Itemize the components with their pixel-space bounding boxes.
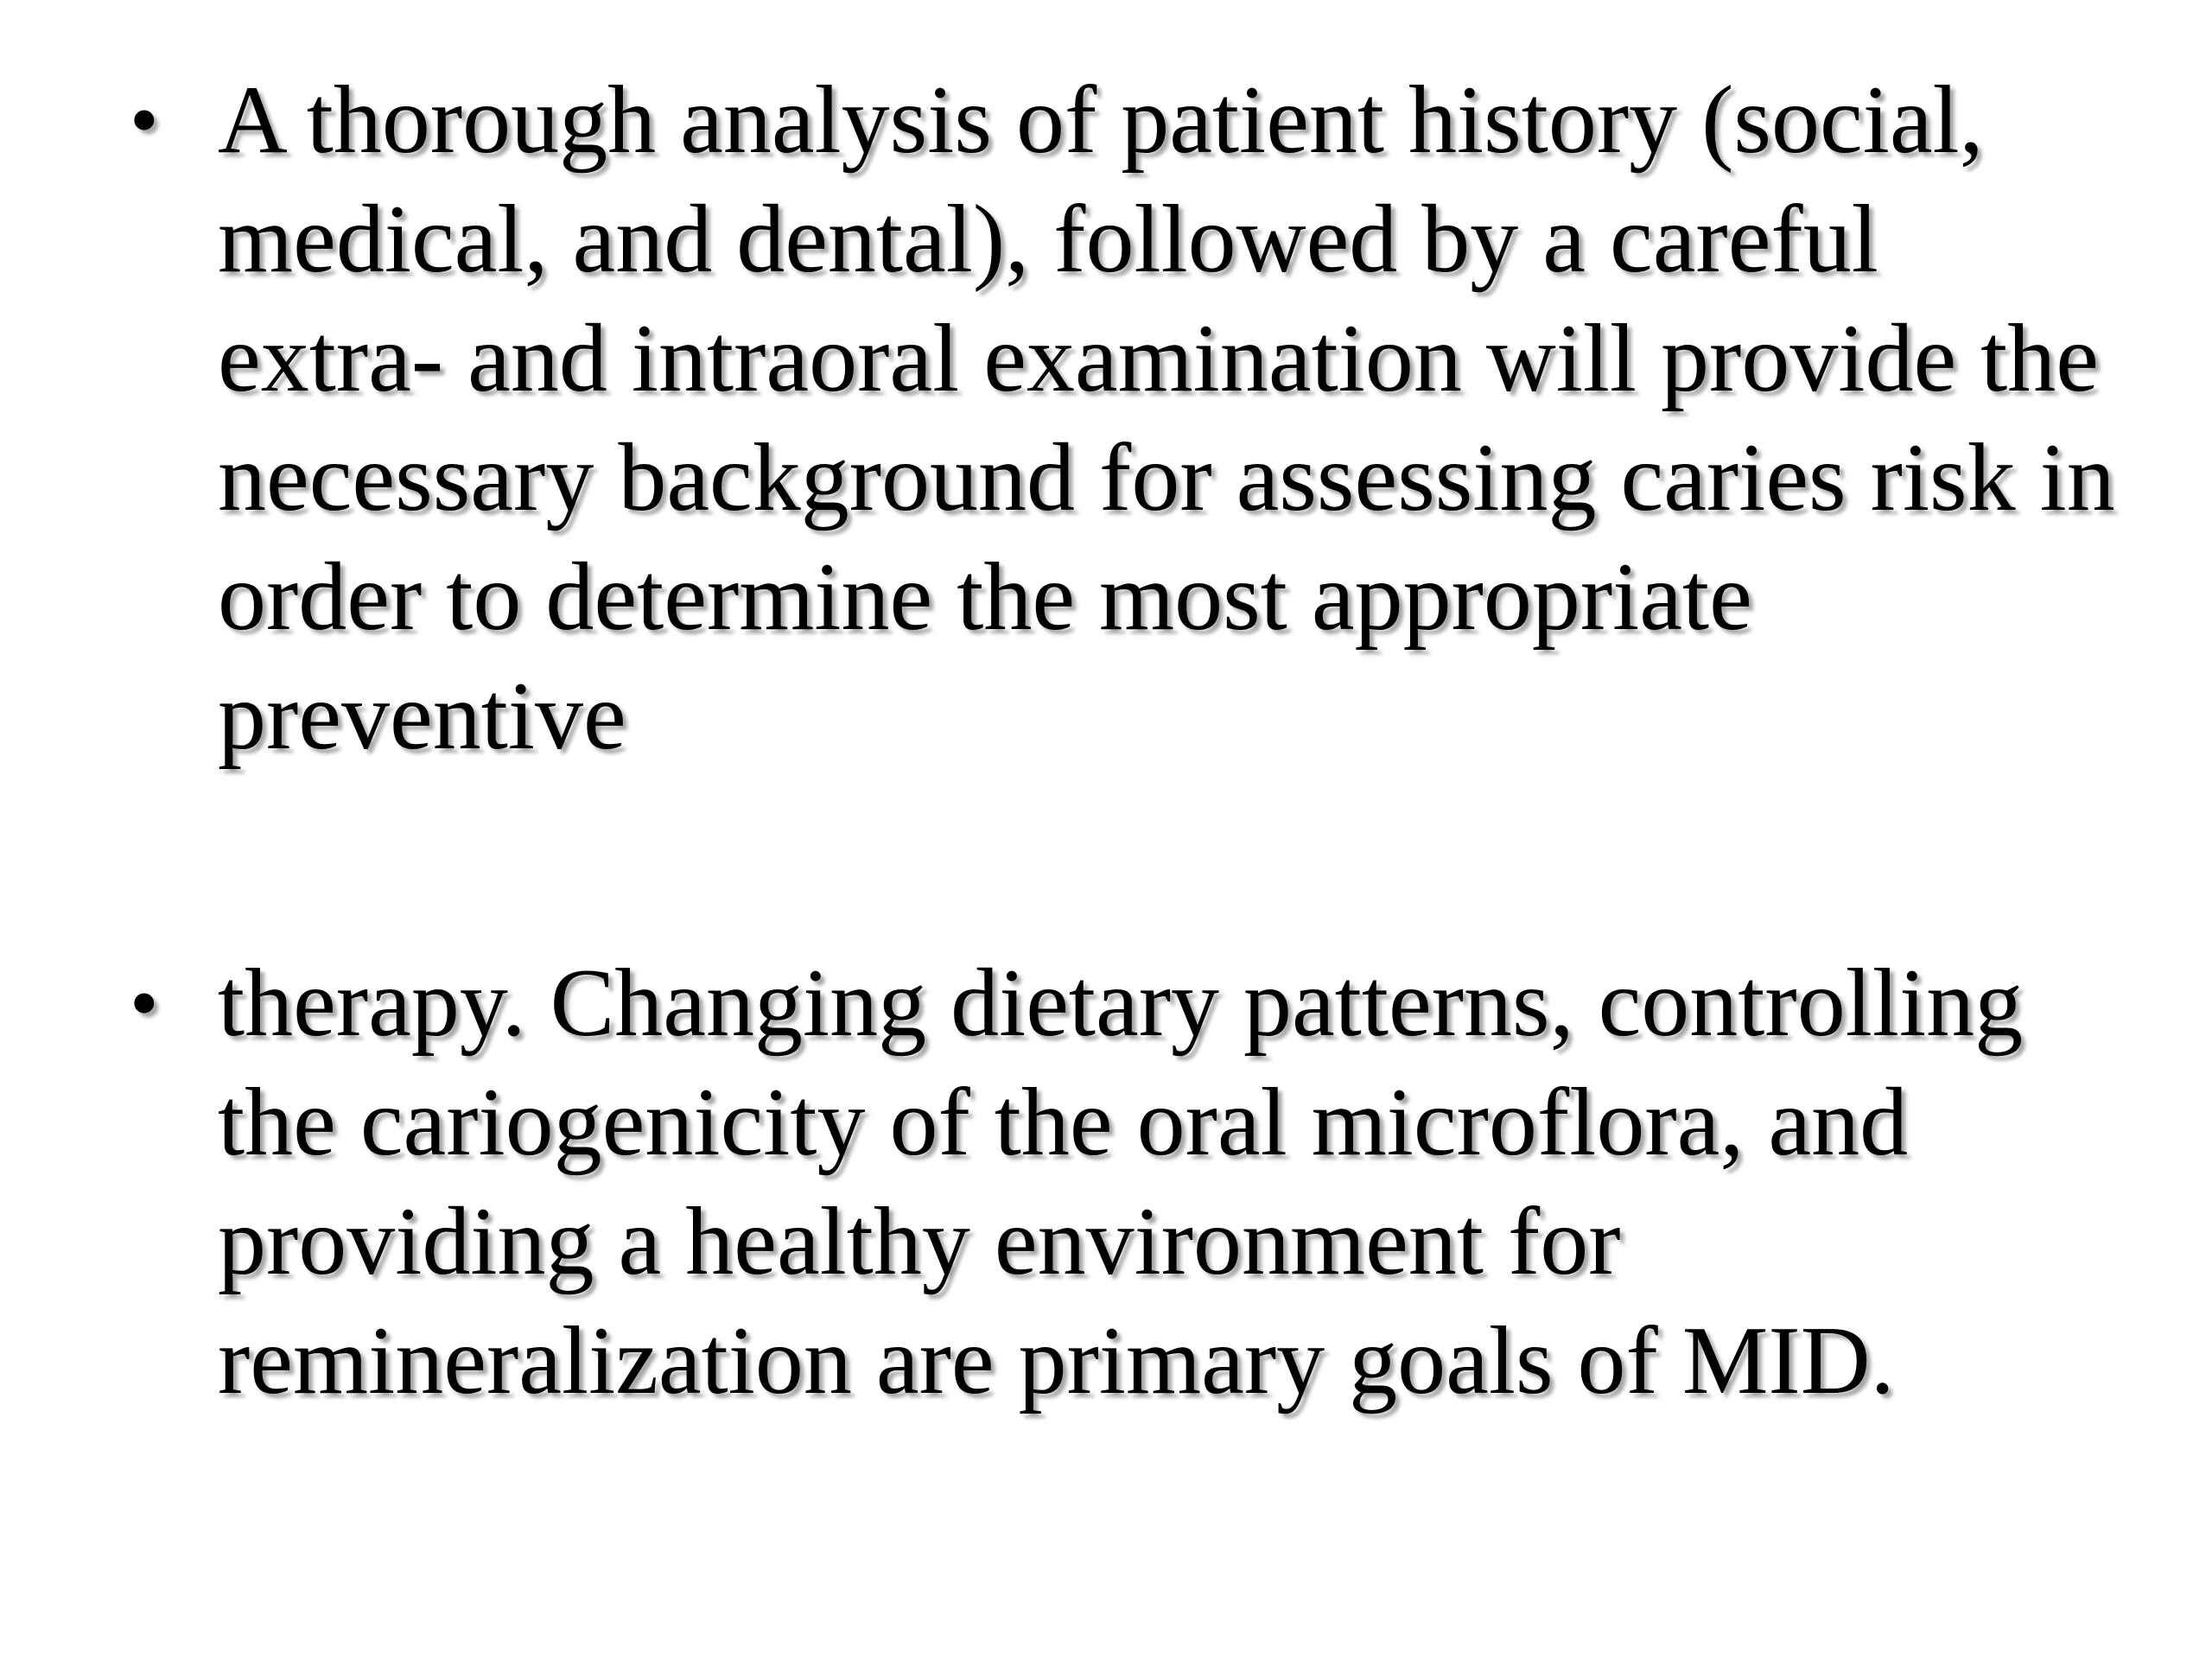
bullet-item-1 — [130, 60, 2117, 776]
bullet-icon: • — [130, 957, 159, 1049]
bullet-text: therapy. Changing dietary patterns, controlling the cariogenicity of the oral microflora, and providing a healthy environment for remineralization are primary goals of MID. — [218, 950, 2024, 1414]
bullet-icon: • — [130, 73, 159, 166]
bullet-text: A thorough analysis of patient history (social, medical, and dental), followed by a careful extra- and intraoral examination will provide the necessary background for assessing caries risk in order to determine the most appropriate preventive — [218, 67, 2115, 770]
bullet-list — [130, 60, 2117, 1421]
bullet-item-2 — [130, 944, 2117, 1421]
